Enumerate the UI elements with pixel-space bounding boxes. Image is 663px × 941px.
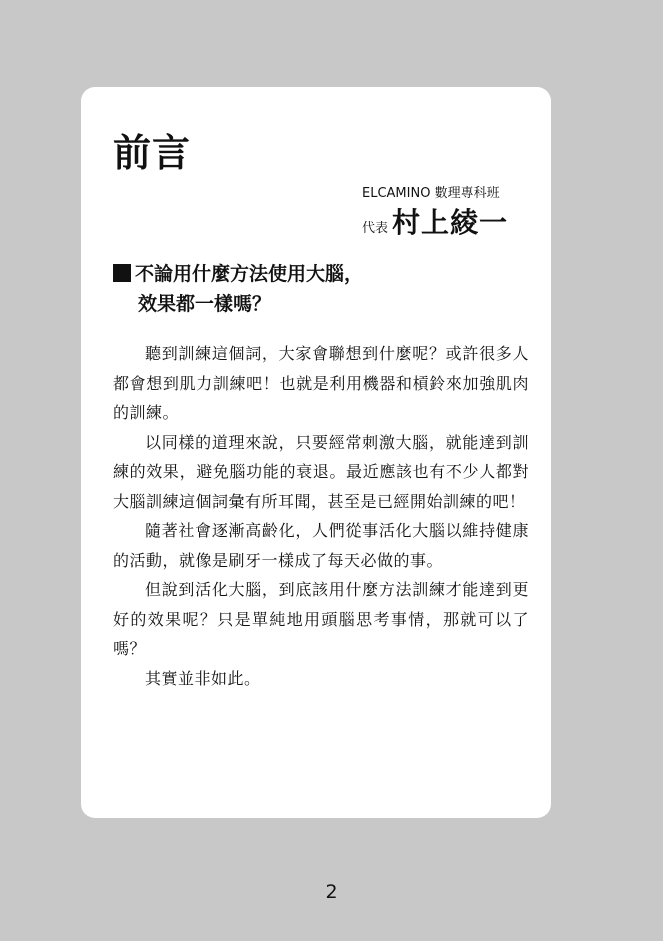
page-card bbox=[81, 87, 551, 818]
page-number: 2 bbox=[325, 881, 338, 903]
page-title: 前言 bbox=[113, 131, 192, 175]
section-heading-line-2: 效果都一樣嗎？ bbox=[138, 293, 272, 315]
paragraph-3: 隨著社會逐漸高齡化，人們從事活化大腦以維持健康的活動，就像是刷牙一樣成了每天必做的事。 bbox=[113, 521, 529, 570]
body-text bbox=[113, 339, 529, 693]
representative-name: 村上綾一 bbox=[392, 206, 509, 239]
section-heading-text-1: 不論用什麼方法使用大腦， bbox=[135, 263, 364, 285]
paragraph-1: 聽到訓練這個詞，大家會聯想到什麼呢？或許很多人都會想到肌力訓練吧！也就是利用機器和槓鈴來加強肌肉的訓練。 bbox=[113, 344, 529, 422]
representative-label: 代表 bbox=[362, 221, 389, 236]
section-heading bbox=[113, 259, 533, 319]
square-bullet-icon bbox=[113, 264, 131, 282]
section-heading-line-1 bbox=[113, 259, 533, 289]
organization-name: ELCAMINO 數理專科班 bbox=[362, 186, 500, 201]
paragraph-4: 但說到活化大腦，到底該用什麼方法訓練才能達到更好的效果呢？只是單純地用頭腦思考事情，那就可以了嗎？ bbox=[113, 580, 529, 658]
representative bbox=[362, 205, 508, 247]
paragraph-2: 以同樣的道理來說，只要經常刺激大腦，就能達到訓練的效果，避免腦功能的衰退。最近應該也有不少人都對大腦訓練這個詞彙有所耳聞，甚至是已經開始訓練的吧！ bbox=[113, 432, 529, 511]
paragraph-5: 其實並非如此。 bbox=[145, 668, 261, 688]
